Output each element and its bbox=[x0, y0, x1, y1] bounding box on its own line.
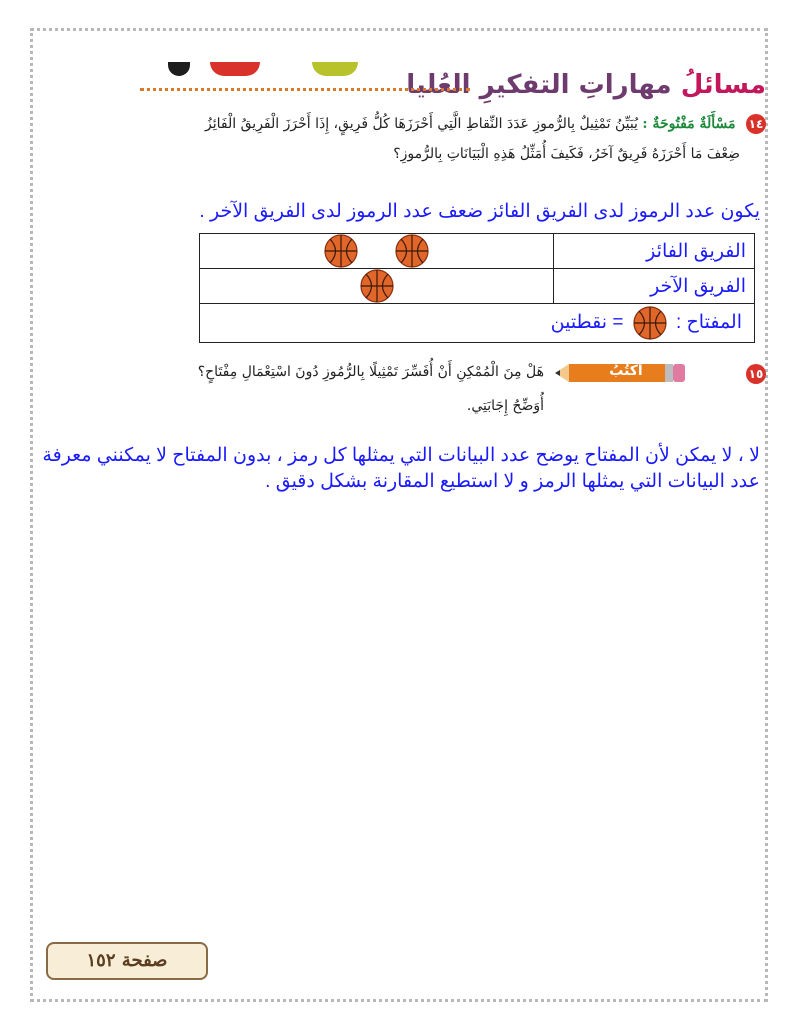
question-14-line2: ضِعْفَ مَا أَحْرَزَهُ فَرِيقٌ آخَرُ، فَكَيفَ أُمَثِّلُ هَذِهِ الْبَيَانَاتِ بِالرُّموزِ؟ bbox=[393, 146, 740, 162]
page-number: صفحة ١٥٢ bbox=[46, 942, 208, 980]
answer-15: لا ، لا يمكن لأن المفتاح يوضح عدد البيانات التي يمثلها كل رمز ، بدون المفتاح لا يمكنني معرفة عدد البيانات التي يمثلها الرمز و لا استطيع المقارنة بشكل دقيق . bbox=[42, 445, 760, 492]
question-number-14: ١٤ bbox=[746, 114, 766, 134]
header-decoration bbox=[210, 62, 260, 76]
page-border bbox=[30, 28, 768, 1002]
basketball-icon bbox=[633, 306, 667, 340]
key-value: = نقطتين bbox=[550, 312, 624, 334]
header-decoration bbox=[312, 62, 358, 76]
symbol-cell-winner bbox=[200, 234, 554, 269]
key-label: المفتاح : bbox=[675, 312, 742, 334]
basketball-icon bbox=[324, 234, 358, 268]
answer-14: يكون عدد الرموز لدى الفريق الفائز ضعف عدد الرموز لدى الفريق الآخر . bbox=[199, 201, 760, 222]
row-label-other: الفريق الآخر bbox=[554, 269, 755, 304]
section-heading bbox=[406, 70, 766, 100]
question-15-line1: هَلْ مِنَ الْمُمْكِنِ أَنْ أُفَسِّرَ تَمْثِيلًا بِالرُّمُوزِ دُونَ اسْتِعْمَالِ مِفْتَاحٍ؟ bbox=[197, 364, 544, 380]
table-key-row bbox=[200, 304, 755, 343]
question-15-line2: أُوَضِّحُ إِجَابَتِي. bbox=[466, 398, 544, 414]
write-label: أكْتُبُ bbox=[609, 363, 643, 379]
heading-problems-word: مسائلُ bbox=[680, 70, 766, 100]
symbol-cell-other bbox=[200, 269, 554, 304]
table-row bbox=[200, 234, 755, 269]
question-14-label: مَسْأَلَةٌ مَفْتُوحَةٌ : bbox=[642, 116, 736, 132]
basketball-icon bbox=[395, 234, 429, 268]
table-row bbox=[200, 269, 755, 304]
question-14-line1: يُبَيِّنُ تَمْثِيلٌ بِالرُّموزِ عَدَدَ النِّقاطِ الَّتِي أَحْرَزَهَا كُلُّ فَرِيقٍ، إِذَا أَحْرَزَ الْفَرِيقُ الْفَائِزُ bbox=[205, 116, 638, 132]
question-14 bbox=[126, 114, 766, 134]
pictograph-table bbox=[199, 233, 755, 343]
key-cell bbox=[200, 304, 755, 343]
row-label-winner: الفريق الفائز bbox=[554, 234, 755, 269]
heading-title: مهاراتِ التفكيرِ العُليا bbox=[406, 70, 672, 100]
question-number-15: ١٥ bbox=[746, 364, 766, 384]
basketball-icon bbox=[360, 269, 394, 303]
heading-dotted-line bbox=[140, 88, 470, 91]
